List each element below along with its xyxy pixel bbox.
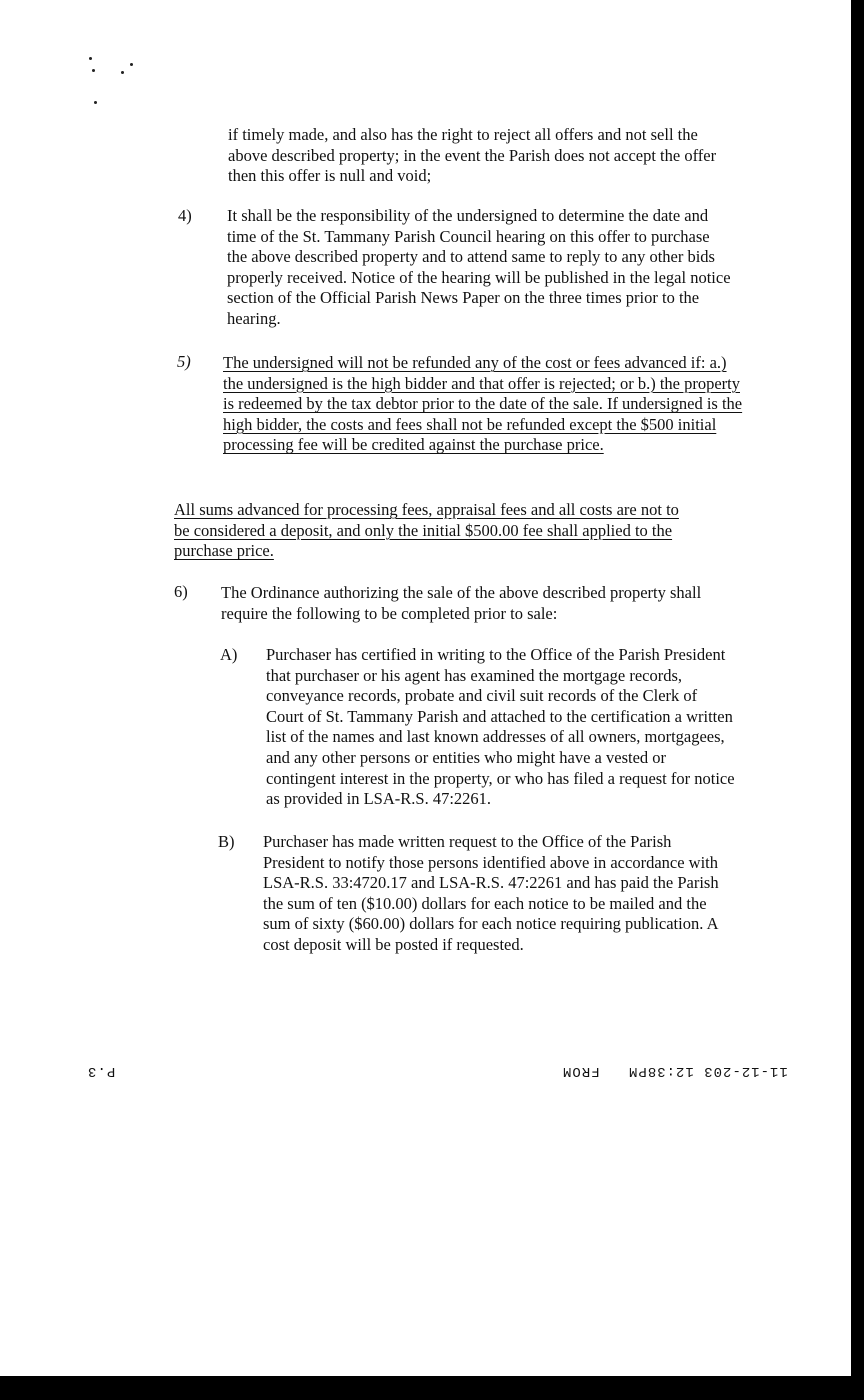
item-6-text: The Ordinance authorizing the sale of the above described property shall require the following to be completed prior to sale:	[221, 583, 702, 623]
item-6-a-text: Purchaser has certified in writing to the Office of the Parish President that purchaser or his agent has examined the mortgage records, conveyance records, probate and civil suit records of the Clerk of Court of St. Tammany Parish and attached to the certification a written list of the names and last known addresses of all owners, mortgagees, and any other persons or entities who might have a vested or contingent interest in the property, or who has filed a request for notice as provided in LSA-R.S. 47:2261.	[266, 645, 735, 809]
continuation-paragraph: if timely made, and also has the right to reject all offers and not sell the above described property; in the event the Parish does not accept the offer then this offer is null and void;	[228, 125, 717, 186]
item-6-a-label: A)	[220, 645, 238, 664]
item-6-number: 6)	[174, 582, 188, 601]
scan-speck	[94, 101, 97, 104]
item-6-b-label: B)	[218, 832, 235, 851]
fax-from-label: FROM	[562, 1063, 600, 1079]
item-4-number: 4)	[178, 206, 192, 225]
sums-advanced-paragraph	[174, 500, 679, 562]
sums-advanced-text: All sums advanced for processing fees, appraisal fees and all costs are not to be considered a deposit, and only the initial $500.00 fee shall applied to the purchase price.	[174, 500, 679, 561]
scan-speck	[121, 71, 124, 74]
scan-speck	[130, 63, 133, 66]
item-5-underlined-text: The undersigned will not be refunded any of the cost or fees advanced if: a.) the undersigned is the high bidder and that offer is rejected; or b.) the property is redeemed by the tax debtor prior to the date of the sale. If undersigned is the high bidder, the costs and fees shall not be refunded except the $500 initial processing fee will be credited against the purchase price.	[223, 353, 743, 455]
fax-page-number: P.3	[87, 1063, 116, 1079]
item-5-text	[223, 353, 743, 456]
item-5-number: 5)	[177, 352, 191, 371]
item-6-b-text: Purchaser has made written request to the Office of the Parish President to notify those persons identified above in accordance with LSA-R.S. 33:4720.17 and LSA-R.S. 47:2261 and has paid the Parish the sum of ten ($10.00) dollars for each notice to be mailed and the sum of sixty ($60.00) dollars for each notice requiring publication. A cost deposit will be posted if requested.	[263, 832, 719, 954]
item-4-text: It shall be the responsibility of the undersigned to determine the date and time of the St. Tammany Parish Council hearing on this offer to purchase the above described property and to attend same to reply to any other bids properly received. Notice of the hearing will be published in the legal notice section of the Official Parish News Paper on the three times prior to the hearing.	[227, 206, 731, 328]
scan-speck	[89, 57, 92, 60]
fax-timestamp: 11-12-203 12:38PM	[628, 1063, 788, 1079]
scan-speck	[92, 69, 95, 72]
